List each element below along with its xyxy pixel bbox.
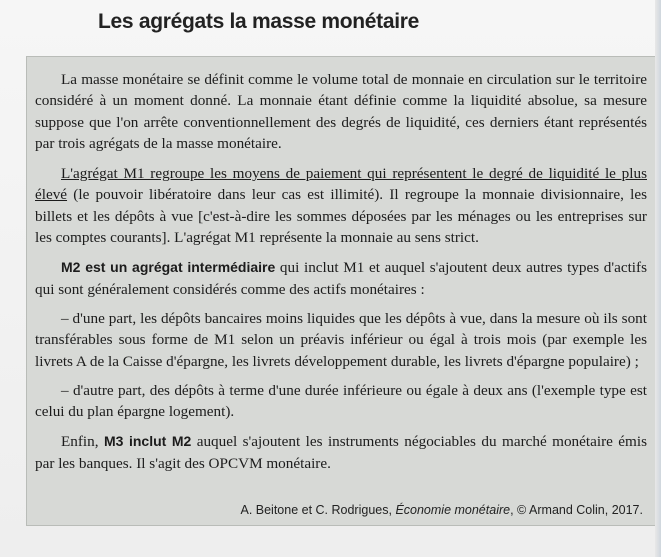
m2-detail: qui inclut M1 et auquel s'ajoutent deux autres types d'actifs qui sont généralement considérés comme des actifs monétaires : [35,259,647,298]
paragraph-m3 [35,431,647,474]
page-title: Les agrégats la masse monétaire [98,10,420,33]
m3-prefix: Enfin, [61,433,104,451]
paragraph-m1 [35,163,647,248]
source-citation [240,503,643,517]
m3-detail: auquel s'ajoutent les instruments négociables du marché monétaire émis par les banques. Il s'agit des OPCVM monétaire. [35,433,647,472]
paragraph-m2-item-2: – d'autre part, des dépôts à terme d'une durée inférieure ou égale à deux ans (l'exemple type est celui du plan épargne logement). [35,381,647,421]
source-work: Économie monétaire [395,503,511,517]
paragraph-intro: La masse monétaire se définit comme le volume total de monnaie en circulation sur le territoire considéré à un moment donné. La monnaie étant définie comme la liquidité absolue, sa mesure suppose que l'on arrête conventionnellement des degrés de liquidité, ces derniers étant représentés par trois agrégats de la masse monétaire. [35,71,647,152]
page-edge [655,0,661,557]
text-panel [26,56,656,526]
paragraph-m2 [35,257,647,300]
paragraph-m2-item-1: – d'une part, les dépôts bancaires moins liquides que les dépôts à vue, dans la mesure où ils sont transférables sous forme de M1 selon un préavis inférieur ou égal à trois mois (par exemple les livrets A de la Caisse d'épargne, les livrets développement durable, les livrets d'épargne populaire) ; [35,309,647,370]
m1-definition: L'agrégat M1 regroupe les moyens de paiement qui représentent le degré de liquidité le plus élevé [35,165,647,204]
m3-definition: M3 inclut M2 [103,433,192,450]
m2-definition: M2 est un agrégat intermédiaire [61,259,276,276]
m1-detail: (le pouvoir libératoire dans leur cas est illimité). Il regroupe la monnaie divisionnaire, les billets et les dépôts à vue [c'est-à-dire les sommes déposées par les ménages ou les entreprises sur les comptes courants]. L'agrégat M1 représente la monnaie au sens strict. [35,186,647,247]
source-publisher: , © Armand Colin, 2017. [510,503,643,517]
source-authors: A. Beitone et C. Rodrigues, [240,503,396,517]
